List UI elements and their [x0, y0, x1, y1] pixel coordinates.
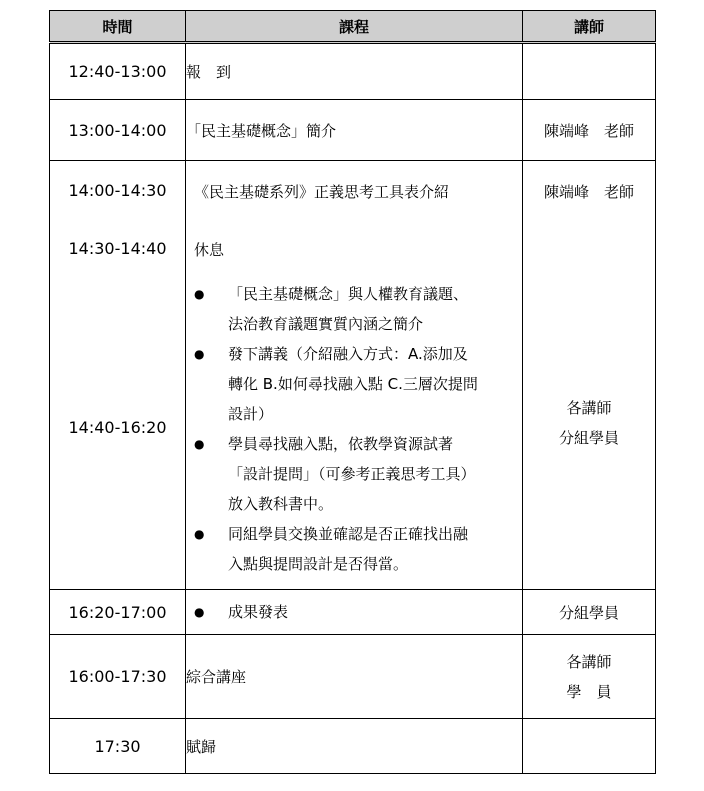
table-row — [50, 590, 656, 635]
instructor-cell — [523, 43, 656, 100]
bullet-icon: ● — [194, 347, 205, 361]
instructor-cell: 各講師 學 員 — [523, 635, 656, 719]
table-row — [50, 43, 656, 100]
course-break: 休息 — [194, 241, 225, 259]
course-cell: 「民主基礎概念」簡介 — [186, 100, 523, 161]
course-cell: 報 到 — [186, 43, 523, 100]
time-cell: 13:00-14:00 — [50, 100, 186, 161]
list-item: ● 發下講義（介紹融入方式：A.添加及 轉化 B.如何尋找融入點 C.三層次提問 設計） — [186, 339, 522, 429]
instructor-cell — [523, 161, 656, 590]
table-row — [50, 719, 656, 774]
bullet-icon: ● — [194, 287, 205, 301]
course-intro-tool: 《民主基礎系列》正義思考工具表介紹 — [194, 183, 450, 201]
instructor-chen: 陳端峰 老師 — [543, 183, 634, 201]
time-1400: 14:00-14:30 — [68, 181, 167, 200]
course-cell: 賦歸 — [186, 719, 523, 774]
time-1440: 14:40-16:20 — [68, 418, 167, 437]
bullet-icon: ● — [194, 437, 205, 451]
time-cell: 17:30 — [50, 719, 186, 774]
table-row — [50, 635, 656, 719]
time-cell: 12:40-13:00 — [50, 43, 186, 100]
instructor-cell: 陳端峰 老師 — [523, 100, 656, 161]
activity-list — [186, 279, 522, 579]
table-row — [50, 100, 656, 161]
course-cell — [186, 590, 523, 635]
instructor-cell — [523, 719, 656, 774]
bullet-icon: ● — [194, 605, 205, 619]
schedule-table — [49, 10, 656, 774]
time-cell: 16:00-17:30 — [50, 635, 186, 719]
header-course: 課程 — [186, 11, 523, 43]
instructor-cell: 分組學員 — [523, 590, 656, 635]
time-cell: 16:20-17:00 — [50, 590, 186, 635]
time-cell — [50, 161, 186, 590]
header-time: 時間 — [50, 11, 186, 43]
list-item: ● 同組學員交換並確認是否正確找出融 入點與提問設計是否得當。 — [186, 519, 522, 579]
header-row — [50, 11, 656, 43]
instructor-groups: 各講師 分組學員 — [558, 399, 619, 447]
course-cell: 綜合講座 — [186, 635, 523, 719]
time-1430: 14:30-14:40 — [68, 239, 167, 258]
list-item: ● 學員尋找融入點，依教學資源試著 「設計提問」（可參考正義思考工具） 放入教科書中。 — [186, 429, 522, 519]
bullet-icon: ● — [194, 527, 205, 541]
list-item: ● 成果發表 — [186, 597, 522, 627]
course-cell — [186, 161, 523, 590]
table-row-session — [50, 161, 656, 590]
header-instructor: 講師 — [523, 11, 656, 43]
list-item: ● 「民主基礎概念」與人權教育議題、 法治教育議題實質內涵之簡介 — [186, 279, 522, 339]
